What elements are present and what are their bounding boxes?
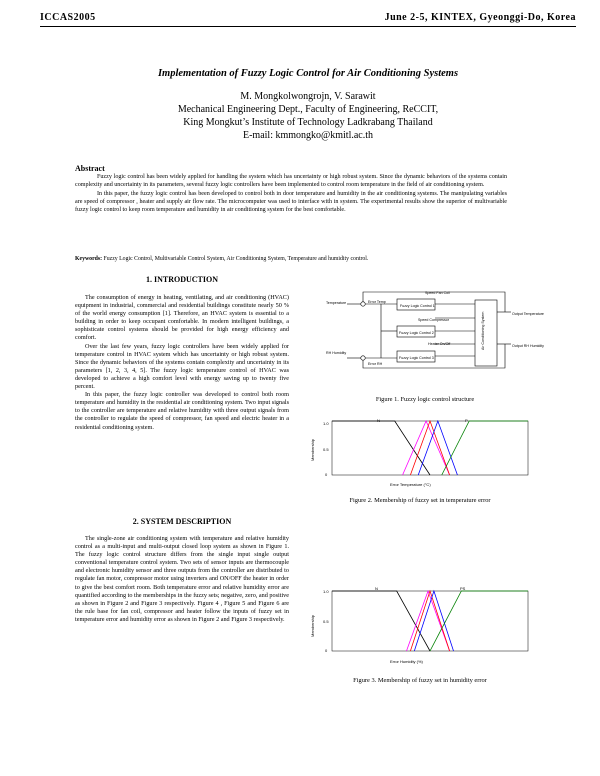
keywords-label: Keywords: xyxy=(75,256,103,262)
author-department: Mechanical Engineering Dept., Faculty of Engineering, ReCCIT, xyxy=(177,104,439,115)
system-description-body xyxy=(75,535,289,624)
label-flc-3: Fuzzy Logic Control 3 xyxy=(399,356,434,360)
fig3-series-group xyxy=(332,591,528,651)
label-speed-compressor: Speed Compressor xyxy=(418,318,449,322)
body-paragraph: In this paper, the fuzzy logic controller was developed to control both room temperature and humidity in the residential air conditioning system. Two input signals to the controller are temperature and relative humidity with three output signals from the controller to regulate the speed of compressor, fan speed and electric heater in a residential conditioning system. xyxy=(75,391,289,431)
label-rh-input: RH Humidity xyxy=(326,351,347,355)
fig2-label-n: N xyxy=(377,418,380,423)
label-flc-2: Fuzzy Logic Control 2 xyxy=(399,331,434,335)
label-speed-fan: Speed Fan Coil xyxy=(425,291,450,295)
paper-title: Implementation of Fuzzy Logic Control for Air Conditioning Systems xyxy=(157,68,459,79)
figure-2-chart xyxy=(305,413,535,488)
fig2-ylabel: Membership xyxy=(310,438,315,461)
fig3-label-n: N xyxy=(375,586,378,591)
figure-3-chart xyxy=(305,585,535,665)
label-temperature-input: Temperature xyxy=(326,301,347,305)
label-heater: Heater On/Off xyxy=(428,342,451,346)
label-output-rh: Output RH Humidity xyxy=(512,344,544,348)
sum-junction-temp xyxy=(361,302,365,306)
fig3-ytick-mid: 0.5 xyxy=(323,619,329,624)
body-paragraph: Over the last few years, fuzzy logic controllers have been widely applied for temperature control in HVAC system which has uncertainty or high robust system. Since the dynamic behaviors of the systems contain complexity and uncertainty in its parameters [1, 2, 3, 4, 5]. The fuzzy logic temperature control of HVAC was developed to achieve a high comfort level with energy saving up to twenty five percent. xyxy=(75,342,289,391)
introduction-body xyxy=(75,294,289,432)
label-error-temp: Error Temp xyxy=(368,300,386,304)
running-header-left: ICCAS2005 xyxy=(40,12,96,23)
running-header-right: June 2-5, KINTEX, Gyeonggi-Do, Korea xyxy=(384,12,576,23)
label-error-rh: Error RH xyxy=(368,362,383,366)
body-paragraph: The single-zone air conditioning system with temperature and relative humidity control as a multi-input and multi-output closed loop system as shown in Figure 1. The fuzzy logic control structure differs from the single input single output conventional temperature control system. Two sets of sensor inputs are thermocouple and electronic humidity sensor and three outputs from the controller are distributed to regulate fan motor, compressor motor using inverters and ON/OFF the heater in order to give the best comfort room. Both temperature error and relative humidity error are quantified according to the memberships in the fuzzy sets; negative, zero, and positive as shown in Figure 2 and Figure 3 respectively. Figure 4 , Figure 5 and Figure 6 are the rule base for fan coil, compressor and heater follow the inputs of fuzzy set in temperature error and humidity error as shown in Figure 2 and Figure 3 respectively. xyxy=(75,535,289,623)
fig2-series-ns xyxy=(403,421,450,475)
author-email: E-mail: kmmongko@kmitl.ac.th xyxy=(242,130,374,141)
section-heading-introduction: 1. INTRODUCTION xyxy=(145,275,218,284)
figure-1-block-diagram xyxy=(325,288,544,370)
fig2-ytick-mid: 0.5 xyxy=(323,447,329,452)
fig3-ylabel: Membership xyxy=(310,614,315,637)
author-institute: King Mongkut’s Institute of Technology Ladkrabang Thailand xyxy=(183,117,433,128)
fig3-plot-frame xyxy=(332,591,528,651)
fig2-label-p: P xyxy=(465,418,468,423)
figure-2-caption: Figure 2. Membership of fuzzy set in temperature error xyxy=(349,497,491,504)
figure-1-caption: Figure 1. Fuzzy logic control structure xyxy=(375,396,475,403)
ac-system-block xyxy=(475,300,497,366)
fig3-series-p xyxy=(430,591,528,651)
fig2-series-group xyxy=(332,421,528,475)
keywords-text: Fuzzy Logic Control, Multivariable Control System, Air Conditioning System, Temperature and humidity control. xyxy=(103,256,369,262)
fig2-ytick-top: 1.0 xyxy=(323,421,329,426)
abstract-paragraph: Fuzzy logic control has been widely applied for handling the system which has uncertainty or high robust system. Since the dynamic behaviors of the systems contain complexity and uncertainty in its parameters, several fuzzy logic controllers have been implemented to control room temperature in the field of air conditioning system. xyxy=(75,174,507,189)
fig2-ytick-bottom: 0 xyxy=(325,472,328,477)
header-rule xyxy=(40,26,576,27)
author-names: M. Mongkolwongrojn, V. Sarawit xyxy=(240,91,376,102)
sum-junction-rh xyxy=(361,356,365,360)
keywords xyxy=(75,255,507,263)
label-output-temperature: Output Temperature xyxy=(512,312,544,316)
fig3-ytick-bottom: 0 xyxy=(325,648,328,653)
label-flc-1: Fuzzy Logic Control 1 xyxy=(400,304,435,308)
section-heading-system-description: 2. SYSTEM DESCRIPTION xyxy=(132,517,232,526)
fig3-series-n xyxy=(332,591,430,651)
fig2-xlabel: Error Temperature (°C) xyxy=(390,482,431,487)
fig3-xlabel: Error Humidity (%) xyxy=(390,659,423,664)
body-paragraph: The consumption of energy in heating, ventilating, and air conditioning (HVAC) equipment in industrial, commercial and residential buildings constitute nearly 50 % of the world energy consumption [1]. Therefore, an HVAC system is essential to a building in order to keep occupant comfortable. In modern intelligent buildings, a sophisticate control systems should be provided for high energy efficiency and comfort. xyxy=(75,294,289,342)
fig3-label-ps: PS xyxy=(460,586,466,591)
fig3-ytick-top: 1.0 xyxy=(323,589,329,594)
abstract xyxy=(75,165,507,214)
figure-3-caption: Figure 3. Membership of fuzzy set in humidity error xyxy=(353,677,487,684)
label-ac-system: Air Conditioning System xyxy=(481,311,485,350)
author-block xyxy=(40,90,576,142)
fig2-series-n xyxy=(332,421,430,475)
abstract-paragraph: In this paper, the fuzzy logic control has been developed to control both in door temperature and humidity in the air conditioning systems. The manipulating variables are speed of compressor , heater and supply air flow rate. The microcomputer was used to interface with in system. The experimental results show the superior of multivariable fuzzy logic control to keep room temperature and humidity in air conditioning system for the best comfortable. xyxy=(75,190,507,214)
abstract-heading: Abstract xyxy=(75,164,105,173)
